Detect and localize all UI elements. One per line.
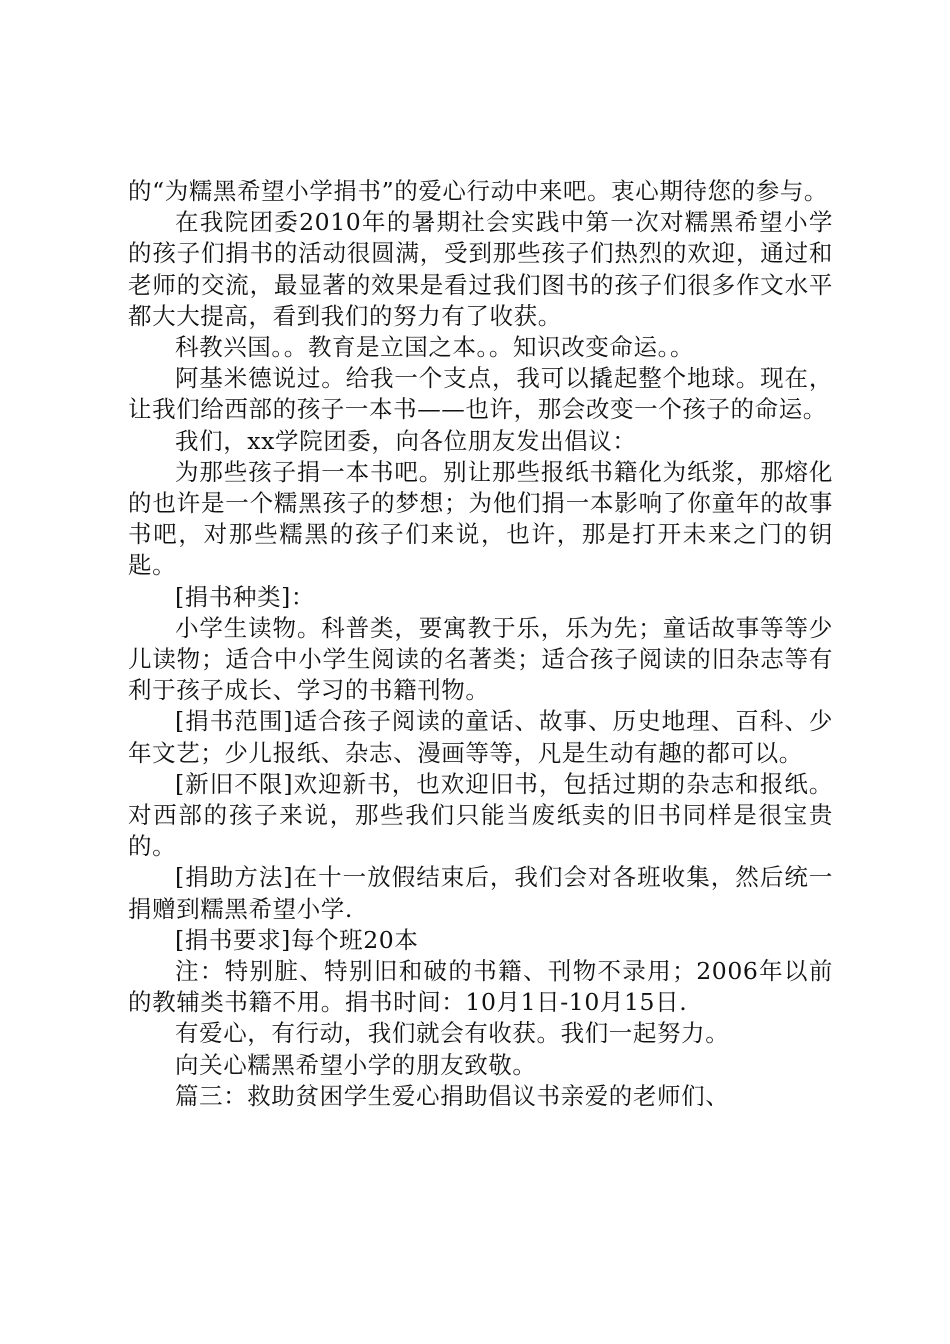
- paragraph: [捐书范围]适合孩子阅读的童话、故事、历史地理、百科、少年文艺；少儿报纸、杂志、漫画等等，凡是生动有趣的都可以。: [128, 707, 833, 767]
- paragraph: 科教兴国。。教育是立国之本。。知识改变命运。。: [175, 333, 695, 362]
- document-body: [128, 176, 833, 1112]
- paragraph: 注：特别脏、特别旧和破的书籍、刊物不录用；2006年以前的教辅类书籍不用。捐书时间：10月1日-10月15日.: [128, 957, 833, 1017]
- paragraph: [捐书要求]每个班20本: [175, 925, 419, 954]
- paragraph: [捐助方法]在十一放假结束后，我们会对各班收集，然后统一捐赠到糯黑希望小学.: [128, 863, 833, 923]
- paragraph: 的“为糯黑希望小学捐书”的爱心行动中来吧。衷心期待您的参与。: [128, 177, 829, 205]
- paragraph: 小学生读物。科普类，要寓教于乐，乐为先；童话故事等等少儿读物；适合中小学生阅读的名著类；适合孩子阅读的旧杂志等有利于孩子成长、学习的书籍刊物。: [128, 613, 833, 705]
- paragraph: 为那些孩子捐一本书吧。别让那些报纸书籍化为纸浆，那熔化的也许是一个糯黑孩子的梦想；为他们捐一本影响了你童年的故事书吧，对那些糯黑的孩子们来说，也许，那是打开未来之门的钥匙。: [128, 457, 833, 580]
- paragraph: 向关心糯黑希望小学的朋友致敬。: [175, 1050, 537, 1079]
- paragraph: [捐书种类]：: [175, 582, 316, 611]
- paragraph: 阿基米德说过。给我一个支点，我可以撬起整个地球。现在，让我们给西部的孩子一本书——也许，那会改变一个孩子的命运。: [128, 364, 833, 424]
- paragraph: 有爱心，有行动，我们就会有收获。我们一起努力。: [175, 1019, 730, 1048]
- paragraph: 篇三：救助贫困学生爱心捐助倡议书亲爱的老师们、: [175, 1081, 730, 1110]
- paragraph: 我们，xx学院团委，向各位朋友发出倡议：: [175, 426, 637, 455]
- paragraph: [新旧不限]欢迎新书，也欢迎旧书，包括过期的杂志和报纸。对西部的孩子来说，那些我们只能当废纸卖的旧书同样是很宝贵的。: [128, 769, 833, 861]
- paragraph: 在我院团委2010年的暑期社会实践中第一次对糯黑希望小学的孩子们捐书的活动很圆满，受到那些孩子们热烈的欢迎，通过和老师的交流，最显著的效果是看过我们图书的孩子们很多作文水平都大大提高，看到我们的努力有了收获。: [128, 208, 833, 330]
